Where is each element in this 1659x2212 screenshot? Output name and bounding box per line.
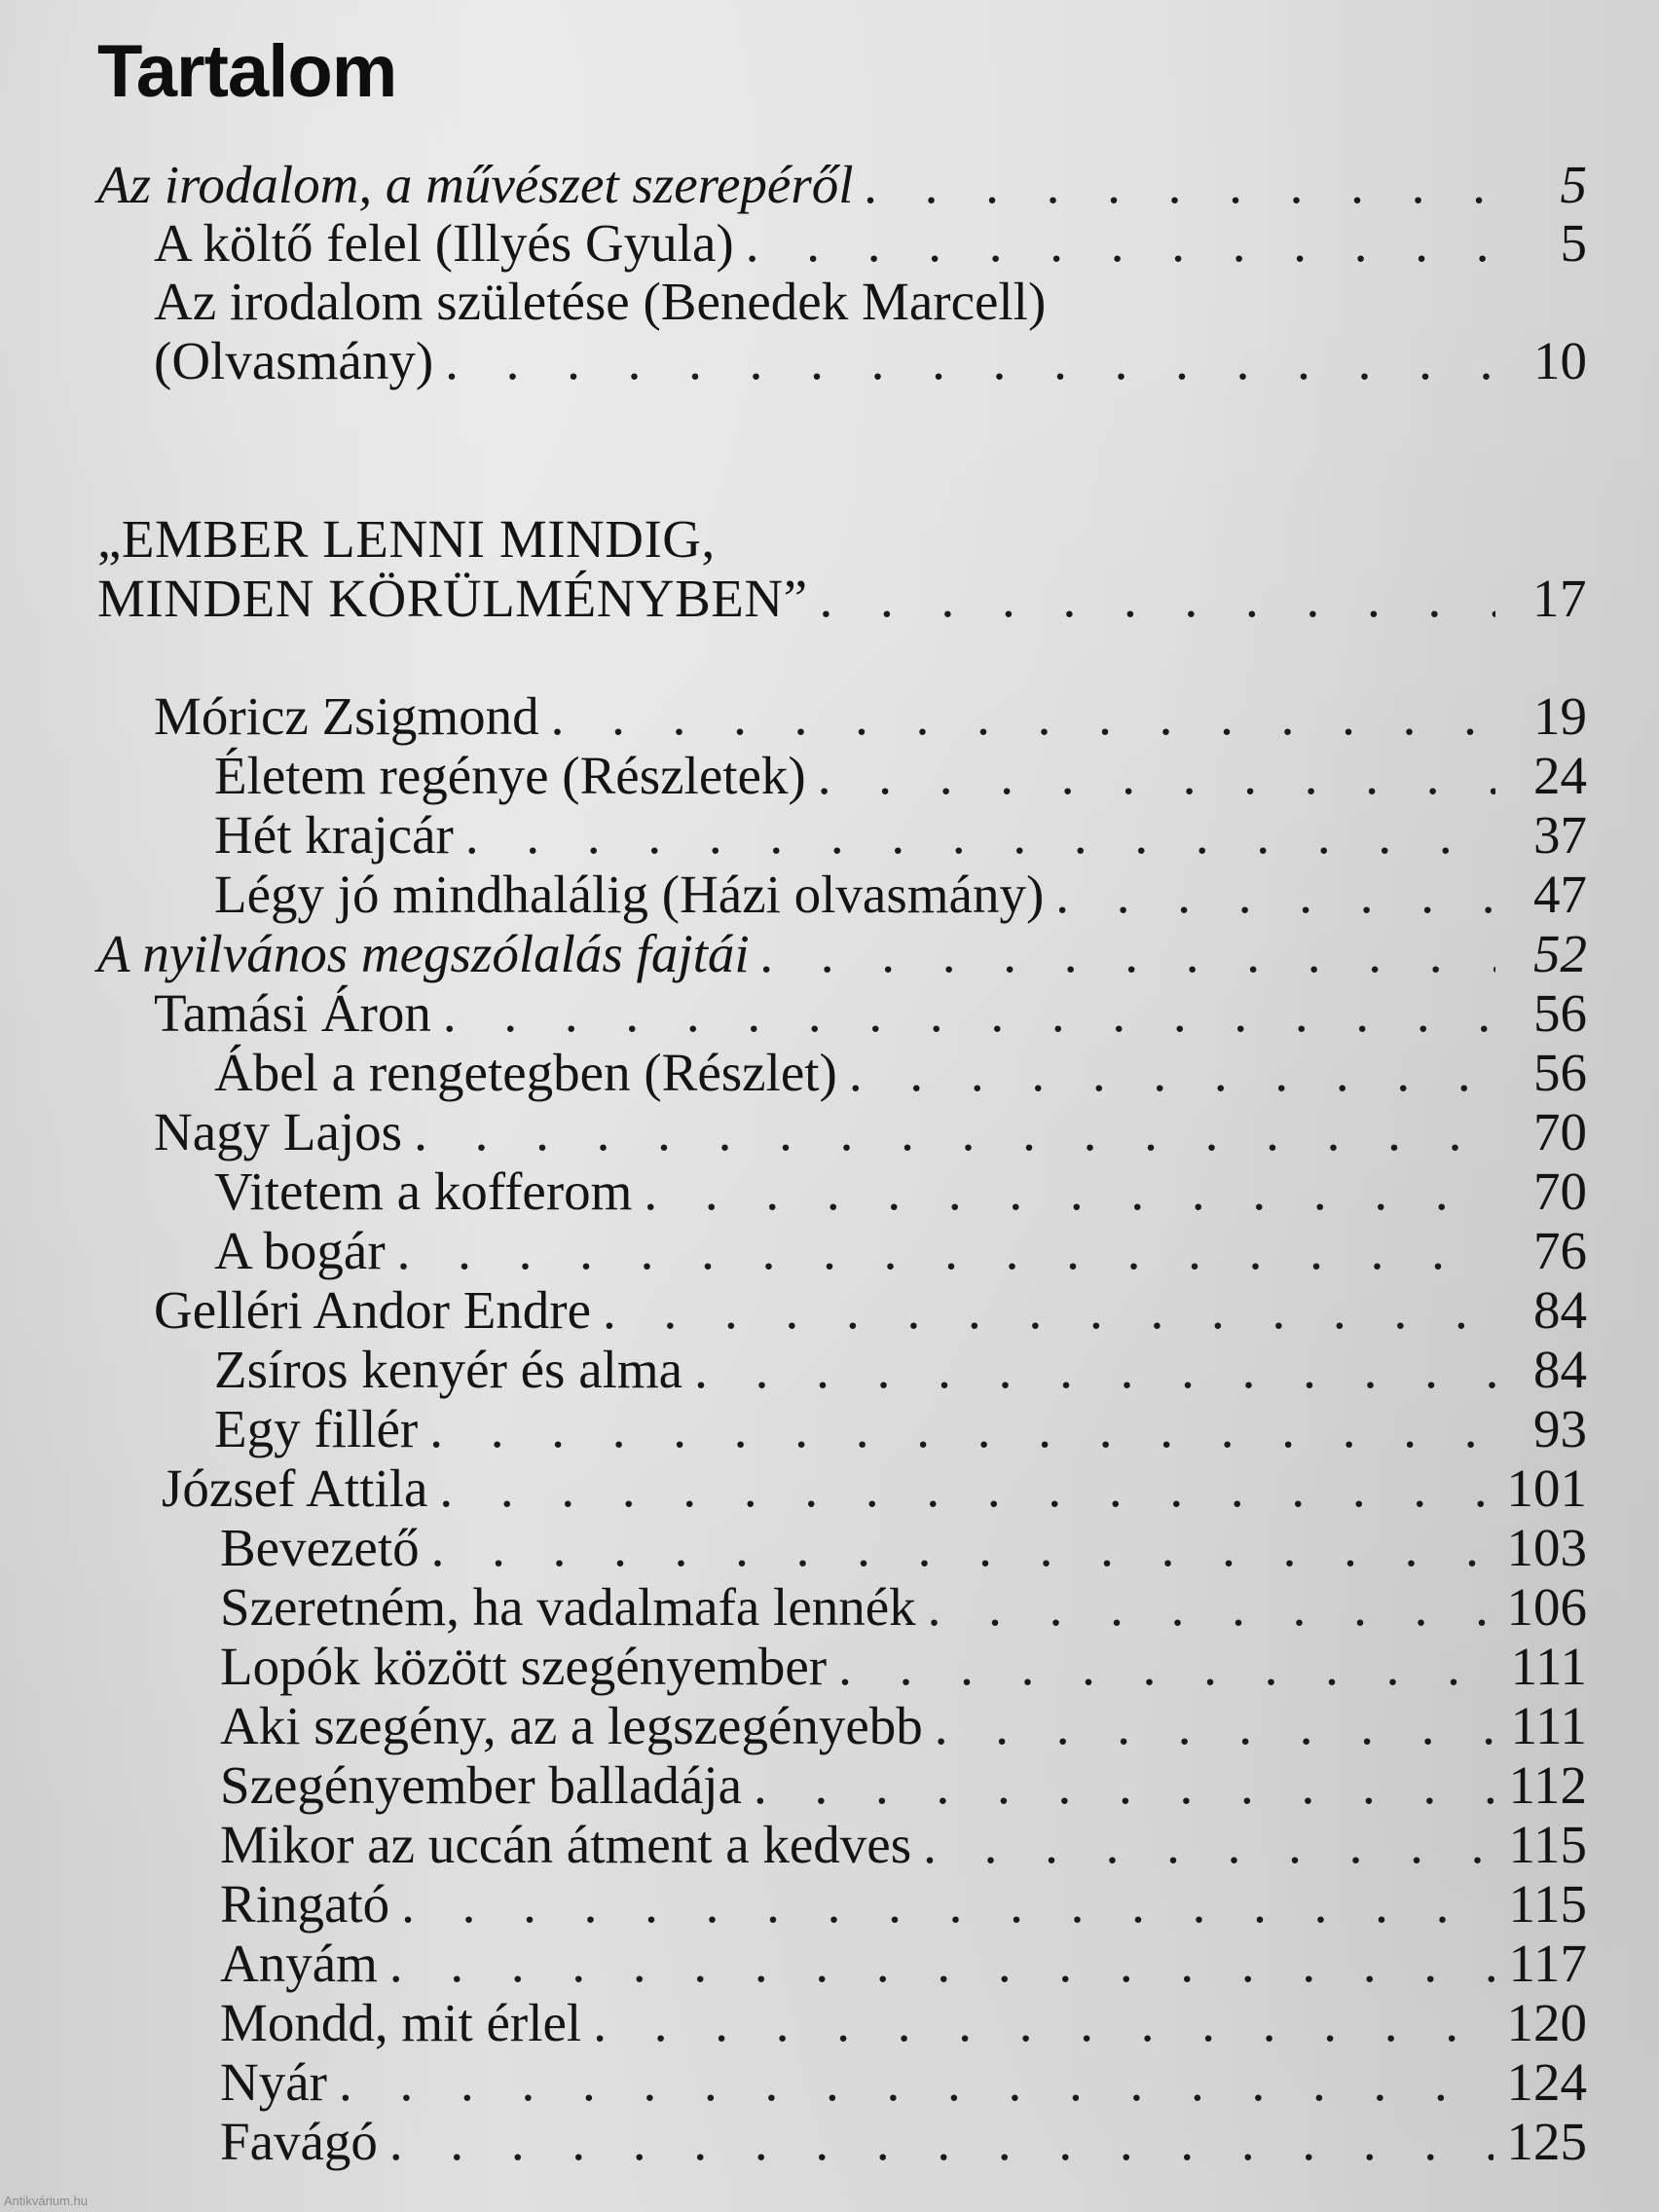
dot-leader: [849, 1044, 1495, 1102]
dot-leader: [429, 1400, 1495, 1458]
dot-leader: [838, 1638, 1495, 1696]
dot-leader: [465, 806, 1495, 865]
dot-leader: [928, 1578, 1493, 1637]
toc-entry-page: 103: [1506, 1518, 1587, 1577]
toc-entry-label: Gelléri Andor Endre: [154, 1280, 592, 1340]
section-heading-line1: „EMBER LENNI MINDIG,: [97, 509, 716, 569]
toc-entry: [220, 1578, 1587, 1637]
toc-entry-label: Nyár: [220, 2052, 327, 2112]
toc-entry-label: (Olvasmány): [154, 331, 434, 390]
toc-entry-page: 115: [1508, 1815, 1587, 1874]
toc-entry: [154, 1103, 1587, 1161]
toc-entry: [220, 1519, 1587, 1577]
toc-entry-label: Nagy Lajos: [154, 1102, 403, 1161]
dot-leader: [694, 1341, 1495, 1399]
toc-entry-page: 84: [1533, 1280, 1587, 1340]
toc-entry-page: 70: [1533, 1102, 1587, 1161]
dot-leader: [445, 332, 1495, 390]
toc-entry-label: A nyilvános megszólalás fajtái: [97, 924, 750, 983]
toc-entry: [214, 1341, 1587, 1399]
toc-entry: [154, 332, 1587, 390]
toc-entry: [154, 687, 1587, 746]
dot-leader: [866, 156, 1495, 214]
dot-leader: [820, 570, 1495, 628]
toc-entry: [214, 1222, 1587, 1280]
toc-entry-page: 76: [1533, 1221, 1587, 1280]
toc-entry-label: Hét krajcár: [214, 805, 454, 865]
toc-entry-label: Lopók között szegényember: [220, 1637, 828, 1696]
toc-entry-page: 111: [1510, 1696, 1587, 1755]
toc-entry: [220, 1994, 1587, 2052]
toc-entry: [154, 1281, 1587, 1340]
toc-entry: [214, 806, 1587, 865]
toc-entry-page: 124: [1506, 2052, 1587, 2112]
dot-leader: [443, 984, 1495, 1043]
dot-leader: [644, 1162, 1495, 1221]
toc-entry-label: A bogár: [214, 1221, 386, 1280]
toc-entry-label: Favágó: [220, 2112, 378, 2171]
toc-entry-label-line1: Az irodalom születése (Benedek Marcell): [154, 272, 1047, 331]
dot-leader: [439, 1459, 1493, 1518]
toc-entry-page: 117: [1508, 1934, 1587, 1993]
toc-entry-label: József Attila: [162, 1458, 428, 1518]
toc-entry-label: Ringató: [220, 1874, 390, 1934]
toc-entry-label: Tamási Áron: [154, 983, 431, 1043]
toc-entry: [220, 2053, 1587, 2112]
dot-leader: [551, 687, 1495, 746]
toc-entry-page: 70: [1533, 1161, 1587, 1221]
dot-leader: [754, 1756, 1495, 1815]
toc-entry-label: Vitetem a kofferom: [214, 1161, 633, 1221]
toc-entry-page: 93: [1533, 1399, 1587, 1458]
dot-leader: [603, 1281, 1495, 1340]
toc-entry-label: Anyám: [220, 1934, 378, 1993]
dot-leader: [431, 1519, 1493, 1577]
dot-leader: [923, 1816, 1494, 1874]
toc-entry-page: 10: [1533, 331, 1587, 390]
toc-entry-label: Az irodalom, a művészet szerepéről: [97, 155, 854, 214]
page-title: Tartalom: [97, 30, 397, 113]
toc-entry: [162, 1459, 1587, 1518]
toc-entry-page: 115: [1508, 1874, 1587, 1934]
toc-entry-page: 52: [1533, 924, 1587, 983]
dot-leader: [761, 925, 1495, 983]
toc-entry-label: Móricz Zsigmond: [154, 686, 539, 746]
toc-entry-page: 24: [1533, 746, 1587, 805]
toc-entry-page: 19: [1533, 686, 1587, 746]
toc-entry-label: Aki szegény, az a legszegényebb: [220, 1696, 923, 1755]
toc-entry-page: 56: [1533, 983, 1587, 1043]
watermark: Antikvárium.hu: [4, 2194, 88, 2208]
dot-leader: [818, 747, 1495, 805]
toc-entry-label: Bevezető: [220, 1518, 420, 1577]
toc-entry: [220, 1935, 1587, 1993]
toc-entry-page: 101: [1506, 1458, 1587, 1518]
toc-entry: [154, 984, 1587, 1043]
dot-leader: [401, 1875, 1494, 1934]
dot-leader: [746, 214, 1495, 273]
toc-entry-label: MINDEN KÖRÜLMÉNYBEN”: [97, 569, 808, 628]
toc-entry-page: 47: [1533, 865, 1587, 924]
toc-entry: [214, 747, 1587, 805]
toc-entry: [97, 925, 1587, 983]
toc-entry-page: 17: [1532, 569, 1587, 628]
toc-entry-page: 125: [1506, 2112, 1587, 2171]
toc-entry-label: Mikor az uccán átment a kedves: [220, 1815, 912, 1874]
dot-leader: [935, 1697, 1495, 1755]
toc-entry-page: 120: [1506, 1993, 1587, 2052]
toc-entry-label: Egy fillér: [214, 1399, 419, 1458]
toc-entry-label: Ábel a rengetegben (Részlet): [214, 1043, 837, 1102]
toc-entry-page: 112: [1508, 1755, 1587, 1815]
dot-leader: [397, 1222, 1495, 1280]
toc-entry: [214, 1162, 1587, 1221]
toc-entry-page: 5: [1560, 155, 1587, 214]
toc-entry: [220, 2113, 1587, 2171]
toc-entry-label: Szegényember balladája: [220, 1755, 742, 1815]
toc-entry-label: Légy jó mindhalálig (Házi olvasmány): [214, 865, 1045, 924]
dot-leader: [1055, 866, 1495, 924]
toc-entry-label: A költő felel (Illyés Gyula): [154, 213, 734, 273]
section-heading: [97, 570, 1587, 628]
toc-entry: [220, 1697, 1587, 1755]
toc-entry-page: 5: [1560, 213, 1587, 273]
toc-entry-label: Mondd, mit érlel: [220, 1993, 582, 2052]
toc-entry-page: 84: [1533, 1340, 1587, 1399]
toc-entry: [154, 214, 1587, 273]
toc-entry-page: 37: [1533, 805, 1587, 865]
toc-entry: [214, 866, 1587, 924]
toc-entry-page: 106: [1506, 1577, 1587, 1637]
dot-leader: [389, 1935, 1495, 1993]
toc-entry-label: Életem regénye (Részletek): [214, 746, 806, 805]
dot-leader: [339, 2053, 1493, 2112]
toc-entry: [220, 1875, 1587, 1934]
toc-entry: [97, 156, 1587, 214]
toc-entry: [220, 1816, 1587, 1874]
toc-entry: [220, 1638, 1587, 1696]
toc-entry-page: 56: [1533, 1043, 1587, 1102]
dot-leader: [389, 2113, 1493, 2171]
toc-entry: [214, 1044, 1587, 1102]
toc-entry: [214, 1400, 1587, 1458]
toc-entry-label: Zsíros kenyér és alma: [214, 1340, 683, 1399]
dot-leader: [414, 1103, 1495, 1161]
dot-leader: [593, 1994, 1493, 2052]
toc-entry-page: 111: [1510, 1637, 1587, 1696]
toc-entry-label: Szeretném, ha vadalmafa lennék: [220, 1577, 916, 1637]
toc-entry: [220, 1756, 1587, 1815]
